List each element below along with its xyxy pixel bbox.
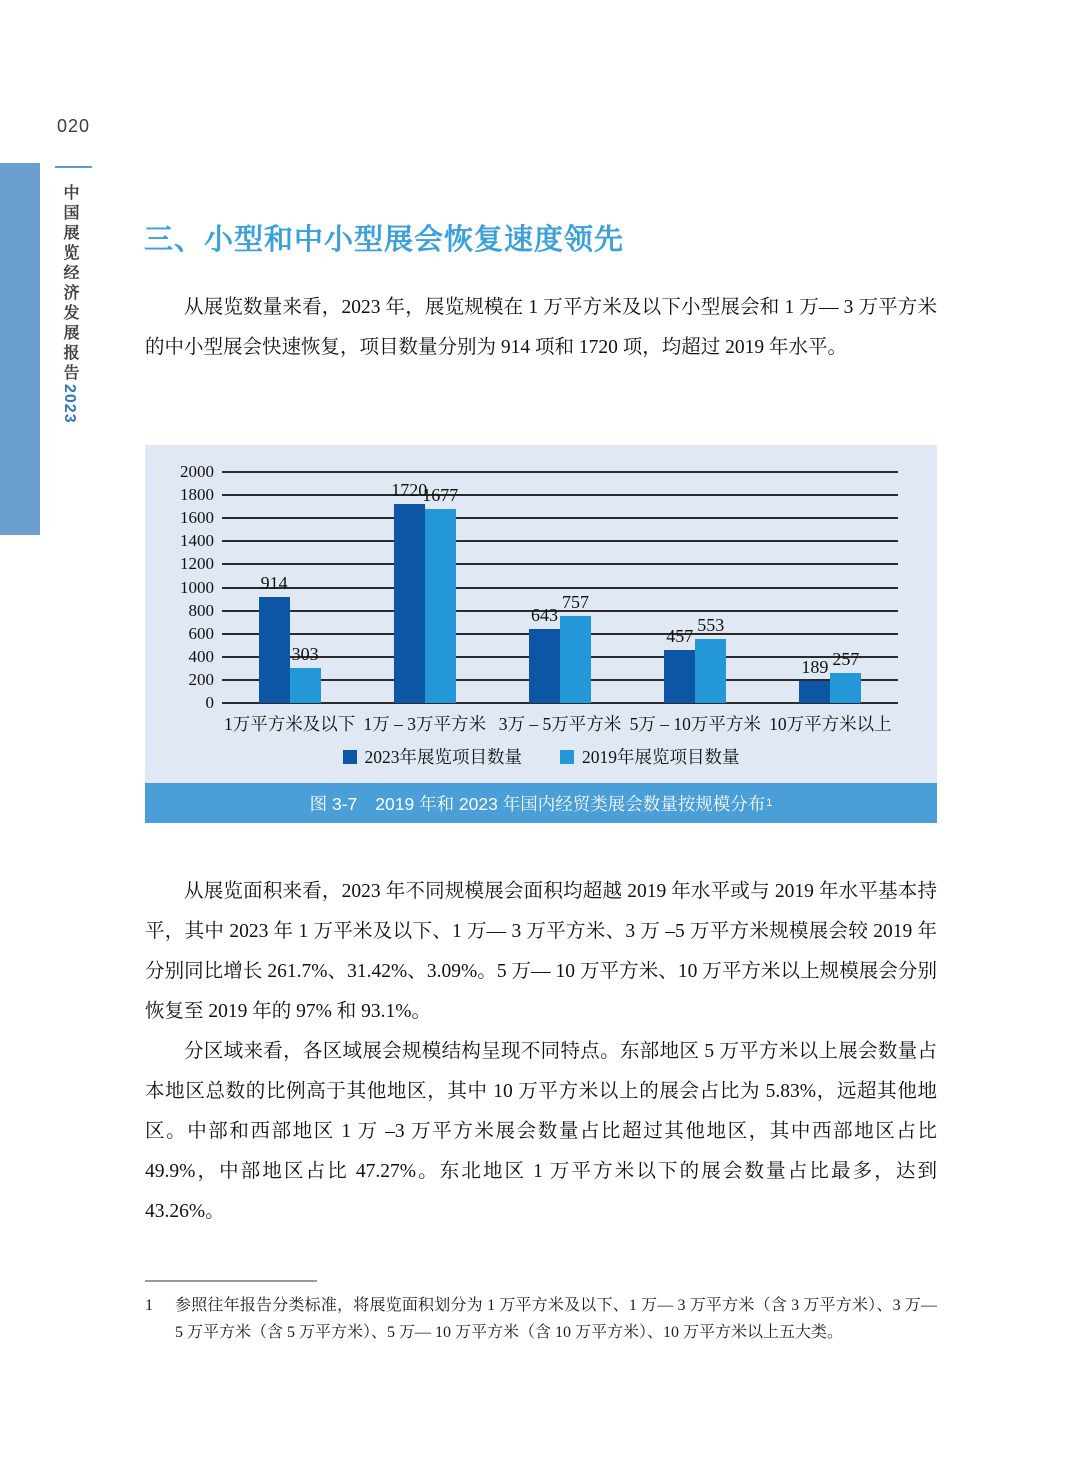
bar [560, 591, 591, 703]
bar-value-label: 1720 [391, 480, 428, 501]
chart-caption-bar [145, 783, 937, 823]
bar-value-label: 257 [832, 649, 860, 670]
sidebar-report-title [58, 184, 81, 424]
bar [290, 644, 321, 703]
bar-value-label: 1677 [422, 485, 459, 506]
chart-caption-prefix: 图 3-7 [309, 793, 358, 814]
x-category-label: 10万平方米以上 [769, 714, 892, 734]
bar-value-label: 553 [697, 615, 725, 636]
footnote-marker: 1 [145, 1297, 153, 1314]
legend-item [343, 744, 523, 769]
bar [529, 604, 560, 703]
chart-caption-title: 2019 年和 2023 年国内经贸类展会数量按规模分布 [375, 793, 766, 814]
legend-label: 2019年展览项目数量 [582, 747, 740, 767]
y-tick-label: 1200 [180, 554, 214, 574]
x-category-label: 1万 – 3万平方米 [363, 714, 487, 734]
y-tick-label: 1600 [180, 508, 214, 528]
chart-x-axis-labels [222, 711, 898, 736]
paragraph-exhibition-count: 从展览数量来看，2023 年，展览规模在 1 万平方米及以下小型展会和 1 万— 3 万平方米的中小型展会快速恢复，项目数量分别为 914 项和 1720 项，均超过 2019 年水平。 [145, 297, 937, 358]
legend-swatch-icon [560, 750, 574, 764]
bar [799, 657, 830, 703]
bar-group [492, 472, 627, 703]
sidebar-report-title-text: 中国展览经济发展报告 [61, 184, 78, 384]
bar-value-label: 643 [531, 604, 558, 625]
chart-caption-footnote-ref: 1 [766, 797, 773, 809]
sidebar-report-year: 2023 [61, 384, 78, 424]
legend-swatch-icon [343, 750, 357, 764]
legend-label: 2023年展览项目数量 [364, 747, 522, 767]
section-heading: 三、小型和中小型展会恢复速度领先 [144, 224, 625, 256]
y-tick-label: 1000 [180, 577, 214, 597]
x-category-label: 5万 – 10万平方米 [629, 714, 761, 734]
bar [422, 485, 459, 703]
paragraph-regional: 分区域来看，各区域展会规模结构呈现不同特点。东部地区 5 万平方米以上展会数量占本地区总数的比例高于其他地区，其中 10 万平方米以上的展会占比为 5.83%，远超其他地区。中部和西部地区 1 万 –3 万平方米展会数量占比超过其他地区，其中西部地区占比 49.9%，中部地区占比 47.27%。东北地区 1 万平方米以下的展会数量占比最多，达到 43.26%。 [145, 1041, 937, 1222]
bar-value-label: 189 [801, 657, 829, 678]
sidebar-accent-bar [0, 163, 40, 535]
bars-row [222, 472, 898, 703]
bar-chart-panel [145, 445, 937, 783]
y-tick-label: 1400 [180, 531, 214, 551]
bar-value-label: 914 [260, 573, 288, 594]
paragraph-exhibition-area: 从展览面积来看，2023 年不同规模展会面积均超越 2019 年水平或与 2019 年水平基本持平，其中 2023 年 1 万平米及以下、1 万— 3 万平方米、3 万 –5 万平方米规模展会较 2019 年分别同比增长 261.7%、31.42%、3.09%。5 万— 10 万平方米、10 万平方米以上规模展会分别恢复至 2019 年的 97% 和 93.1%。 [145, 881, 937, 1022]
y-tick-label: 800 [188, 600, 214, 620]
bar-value-label: 457 [666, 626, 694, 647]
page-number-rule [55, 166, 92, 168]
y-tick-label: 0 [205, 693, 214, 712]
bar [664, 626, 695, 703]
y-tick-label: 1800 [180, 485, 214, 505]
bar-value-label: 757 [562, 591, 589, 612]
y-tick-label: 2000 [180, 462, 214, 481]
bar [830, 649, 861, 703]
x-category-label: 3万 – 5万平方米 [498, 714, 622, 734]
x-category-label: 1万平方米及以下 [223, 714, 356, 734]
y-tick-label: 200 [188, 669, 214, 689]
footnote-divider [145, 1280, 317, 1282]
bar [695, 615, 726, 703]
y-tick-label: 400 [188, 646, 214, 666]
legend-item [560, 744, 740, 769]
bar-value-label: 303 [291, 644, 319, 665]
bar [259, 573, 290, 703]
chart-legend [145, 744, 937, 769]
page-number: 020 [57, 116, 91, 136]
bar-group [763, 472, 898, 703]
chart-plot [180, 462, 898, 712]
bar [391, 480, 428, 703]
y-tick-label: 600 [188, 623, 214, 643]
bar-group [628, 472, 763, 703]
footnote-text: 参照往年报告分类标准，将展览面积划分为 1 万平方米及以下、1 万— 3 万平方米（含 3 万平方米）、3 万— 5 万平方米（含 5 万平方米）、5 万— 10 万平方米（含 10 万平方米）、10 万平方米以上五大类。 [175, 1297, 937, 1341]
footnote [145, 1292, 937, 1346]
bar-group [357, 472, 492, 703]
bar-group [222, 472, 357, 703]
